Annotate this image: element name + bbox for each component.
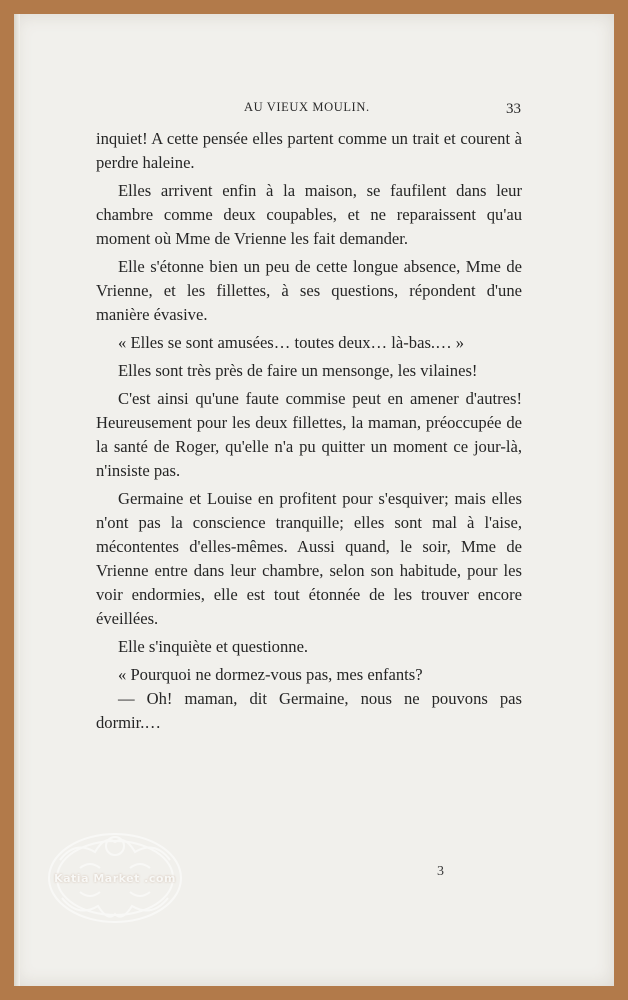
running-head [14,100,614,120]
watermark-text: Katia Market .com [54,872,176,885]
signature-mark: 3 [437,864,444,879]
paragraph: — Oh! maman, dit Germaine, nous ne pouvons pas dormir.… [96,689,522,732]
paragraph: Elles arrivent enfin à la maison, se faufilent dans leur chambre comme deux coupables, et ne reparaissent qu'au moment où Mme de Vrienne les fait demander. [96,181,522,248]
paragraph: Germaine et Louise en profitent pour s'esquiver; mais elles n'ont pas la conscience tranquille; elles sont mal à l'aise, mécontentes d'elles-mêmes. Aussi quand, le soir, Mme de Vrienne entre dans leur chambre, selon son habitude, pour les voir endormies, elle est tout étonnée de les trouver encore éveillées. [96,489,522,628]
paragraph: Elles sont très près de faire un mensonge, les vilaines! [118,361,478,380]
body-text [96,127,522,735]
paragraph: C'est ainsi qu'une faute commise peut en amener d'autres! Heureusement pour les deux fillettes, la maman, préoccupée de la santé de Roger, qu'elle n'a pu quitter un moment ce jour-là, n'insiste pas. [96,389,522,480]
paragraph: Elle s'étonne bien un peu de cette longue absence, Mme de Vrienne, et les fillettes, à ses questions, répondent d'une manière évasive. [96,257,522,324]
paragraph: inquiet! A cette pensée elles partent comme un trait et courent à perdre haleine. [96,129,522,172]
page-edge-shadow [14,14,20,986]
page-number: 33 [506,101,521,117]
running-title: AU VIEUX MOULIN. [244,100,370,114]
paragraph: Elle s'inquiète et questionne. [118,637,309,656]
watermark-logo [40,820,190,930]
paragraph: « Pourquoi ne dormez-vous pas, mes enfants? [118,665,423,684]
paragraph: « Elles se sont amusées… toutes deux… là-bas.… » [118,333,465,352]
